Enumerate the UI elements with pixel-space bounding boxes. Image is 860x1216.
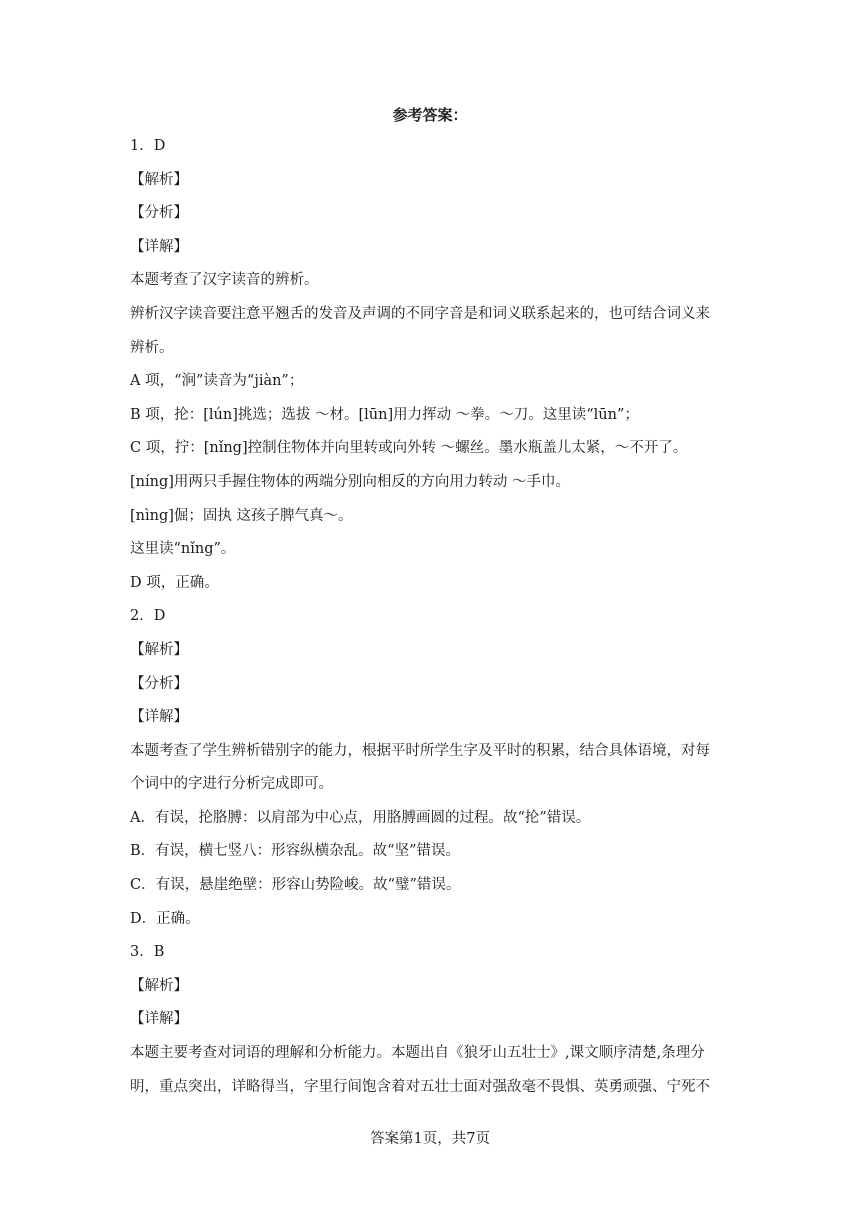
text-line: 本题考查了汉字读音的辨析。: [130, 272, 319, 289]
text-line: 辨析。: [130, 339, 174, 356]
text-line: 明，重点突出，详略得当，字里行间饱含着对五壮士面对强敌毫不畏惧、英勇顽强、宁死不: [130, 1078, 710, 1095]
text-line: 【详解】: [130, 1011, 188, 1028]
text-line: C 项，拧：[nǐng]控制住物体并向里转或向外转 ～螺丝。墨水瓶盖儿太紧，～不开了。: [130, 440, 688, 457]
text-line: 2．D: [130, 608, 166, 625]
text-line: 【分析】: [130, 205, 188, 222]
text-line: 本题主要考查对词语的理解和分析能力。本题出自《狼牙山五壮士》,课文顺序清楚,条理分: [130, 1045, 705, 1062]
text-line: [nìng]倔；固执 这孩子脾气真～。: [130, 507, 353, 524]
text-line: C．有误，悬崖绝壁：形容山势险峻。故“璧”错误。: [130, 877, 461, 894]
answer-content: [130, 130, 740, 1104]
text-line: A 项，“涧”读音为“jiàn”；: [130, 373, 304, 390]
text-line: D 项，正确。: [130, 574, 219, 591]
page-title: 参考答案：: [392, 106, 468, 124]
text-line: D．正确。: [130, 910, 200, 927]
text-line: 个词中的字进行分析完成即可。: [130, 776, 333, 793]
text-line: 本题考查了学生辨析错别字的能力，根据平时所学生字及平时的积累，结合具体语境，对每: [130, 742, 710, 759]
text-line: 【详解】: [130, 709, 188, 726]
text-line: A．有误，抡胳膊：以肩部为中心点，用胳膊画圆的过程。故“抡”错误。: [130, 809, 591, 826]
page-footer: 答案第1页，共7页: [370, 1131, 490, 1147]
text-line: 这里读“nǐng”。: [130, 541, 236, 558]
text-line: [níng]用两只手握住物体的两端分别向相反的方向用力转动 ～手巾。: [130, 473, 571, 490]
text-line: 3．B: [130, 944, 165, 961]
text-line: 辨析汉字读音要注意平翘舌的发音及声调的不同字音是和词义联系起来的，也可结合词义来: [130, 305, 710, 322]
text-line: B．有误，横七竖八：形容纵横杂乱。故“坚”错误。: [130, 843, 460, 860]
text-line: 【解析】: [130, 641, 188, 658]
text-line: 1．D: [130, 138, 166, 154]
text-line: 【详解】: [130, 238, 188, 255]
text-line: 【分析】: [130, 675, 188, 692]
text-line: B 项，抡：[lún]挑选；选拔 ～材。[lūn]用力挥动 ～拳。～刀。这里读“lūn”；: [130, 406, 639, 423]
text-line: 【解析】: [130, 171, 188, 188]
text-line: 【解析】: [130, 977, 188, 994]
